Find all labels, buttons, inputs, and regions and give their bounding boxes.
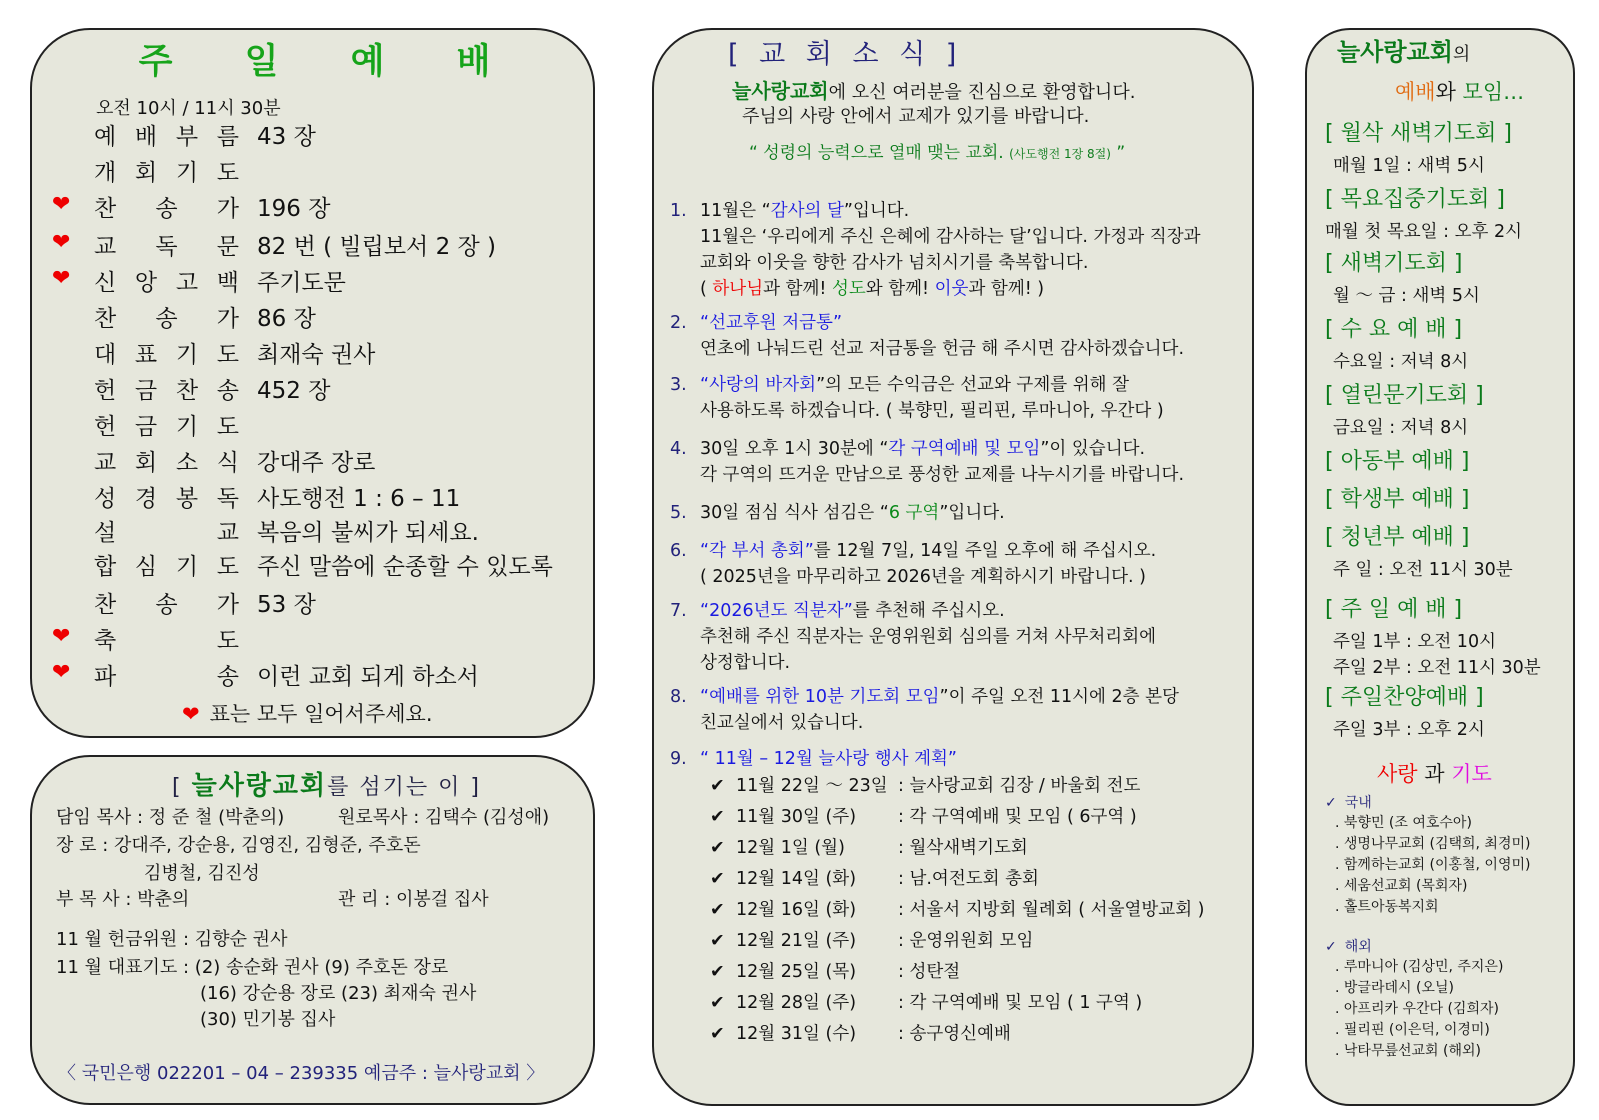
- event-desc: : 성탄절: [898, 962, 961, 982]
- event-item: [710, 927, 1033, 952]
- worship-order-panel: [30, 28, 595, 738]
- prayer-line-1: 11 월 대표기도 : (2) 송순화 권사 (9) 주호돈 장로: [56, 957, 449, 978]
- check-icon: ✔: [710, 807, 725, 827]
- worship-item-label: 설 교: [94, 520, 239, 546]
- worship-item-label: 성 경 봉 독: [94, 486, 239, 512]
- heart-icon: ❤: [52, 624, 71, 649]
- prayer-line-3: (30) 민기봉 집사: [200, 1009, 336, 1030]
- news-item-2: 2. “선교후원 저금통” 연초에 나눠드린 선교 저금통을 헌금 해 주시면 감사하겠습니다.: [670, 313, 1185, 359]
- event-date: 12월 25일 (목): [736, 962, 857, 982]
- event-desc: : 송구영신예배: [898, 1024, 1011, 1044]
- worship-item: [32, 118, 597, 150]
- worship-item-label: 신 앙 고 백: [94, 270, 239, 296]
- mission-item: . 방글라데시 (오닐): [1335, 980, 1454, 996]
- mission-item: . 아프리카 우간다 (김희자): [1335, 1001, 1499, 1017]
- worship-item-label: 찬 송 가: [94, 306, 239, 332]
- worship-item-label: 합 심 기 도: [94, 554, 239, 580]
- heart-icon: ❤: [52, 660, 71, 685]
- worship-item-value: 196 장: [257, 196, 331, 222]
- check-icon: ✔: [710, 900, 725, 920]
- check-icon: ✔: [710, 1024, 725, 1044]
- news-item-8: 8. “예배를 위한 10분 기도회 모임”이 주일 오전 11시에 2층 본당 친교실에서 있습니다.: [670, 687, 1179, 733]
- event-desc: : 늘사랑교회 김장 / 바울회 전도: [898, 776, 1141, 796]
- worship-item-label: 파 송: [94, 664, 239, 690]
- church-name: 늘사랑교회: [732, 79, 829, 103]
- event-date: 12월 21일 (주): [736, 931, 857, 951]
- event-date: 12월 31일 (수): [736, 1024, 857, 1044]
- associate-pastor: 부 목 사 : 박춘의: [56, 889, 190, 910]
- check-icon: ✔: [710, 869, 725, 889]
- check-icon: ✔: [710, 993, 725, 1013]
- worship-item-label: 축 도: [94, 628, 239, 654]
- service-heading: [ 월삭 새벽기도회 ]: [1325, 121, 1512, 146]
- manager: 관 리 : 이봉걸 집사: [338, 889, 489, 910]
- overseas-heading: ✓ 해외: [1325, 939, 1372, 955]
- news-item-1: 1. 11월은 “감사의 달”입니다. 11월은 ‘우리에게 주신 은혜에 감사하는 달’입니다. 가정과 직장과 교회와 이웃을 향한 감사가 넘치시기를 축복합니다. ( 하나님과 함께! 성도와 함께! 이웃과 함께! ): [670, 201, 1201, 299]
- worship-item-label: 교 회 소 식: [94, 450, 239, 476]
- event-date: 12월 16일 (화): [736, 900, 857, 920]
- worship-item-value: 82 번 ( 빌립보서 2 장 ): [257, 234, 497, 260]
- elders-line-2: 김병철, 김진성: [144, 863, 260, 884]
- event-desc: : 남.여전도회 총회: [898, 869, 1039, 889]
- welcome-line: 늘사랑교회에 오신 여러분을 진심으로 환영합니다.: [732, 79, 1136, 103]
- worship-time: 오전 10시 / 11시 30분: [96, 98, 281, 119]
- event-desc: : 각 구역예배 및 모임 ( 1 구역 ): [898, 993, 1143, 1013]
- services-panel: [1305, 28, 1575, 1106]
- news-item-4: 4. 30일 오후 1시 30분에 “각 구역예배 및 모임”이 있습니다. 각 구역의 뜨거운 만남으로 풍성한 교제를 나누시기를 바랍니다.: [670, 439, 1185, 485]
- worship-item-value: 최재숙 권사: [257, 342, 376, 368]
- news-item-9: 9. “ 11월 – 12월 늘사랑 행사 계획”: [670, 749, 957, 769]
- check-icon: ✓: [1325, 939, 1337, 955]
- news-item-5: 5. 30일 점심 식사 섬김은 “6 구역”입니다.: [670, 503, 1005, 523]
- worship-item-value: 주신 말씀에 순종할 수 있도록: [257, 554, 553, 580]
- worship-item-label: 헌 금 기 도: [94, 414, 239, 440]
- worship-item-value: 43 장: [257, 124, 316, 150]
- service-heading: [ 청년부 예배 ]: [1325, 525, 1470, 550]
- check-icon: ✔: [710, 962, 725, 982]
- standing-note: [182, 698, 433, 728]
- event-item: [710, 958, 960, 983]
- worship-item-label: 개 회 기 도: [94, 160, 239, 186]
- service-time: 매월 첫 목요일 : 오후 2시: [1325, 222, 1522, 242]
- news-item-6: 6. “각 부서 총회”를 12월 7일, 14일 주일 오후에 해 주십시오. ( 2025년을 마무리하고 2026년을 계획하시기 바랍니다. ): [670, 541, 1157, 587]
- check-icon: ✓: [1325, 795, 1337, 811]
- worship-item-label: 예 배 부 름: [94, 124, 239, 150]
- side-subtitle: 예배와 모임…: [1395, 80, 1525, 104]
- event-date: 11월 22일 ～ 23일: [736, 776, 888, 796]
- worship-item: [32, 154, 597, 186]
- staff-title: [ 늘사랑교회를 섬기는 이 ]: [172, 771, 481, 801]
- worship-item-value: 이런 교회 되게 하소서: [257, 664, 479, 690]
- worship-item-label: 찬 송 가: [94, 196, 239, 222]
- service-time: 주일 1부 : 오전 10시: [1333, 632, 1496, 652]
- worship-item: [32, 408, 597, 440]
- worship-item-label: 찬 송 가: [94, 592, 239, 618]
- worship-item: [32, 372, 597, 404]
- event-desc: : 운영위원회 모임: [898, 931, 1034, 951]
- worship-item-label: 헌 금 찬 송: [94, 378, 239, 404]
- service-heading: [ 주 일 예 배 ]: [1325, 597, 1463, 622]
- event-date: 12월 14일 (화): [736, 869, 857, 889]
- worship-item: [32, 190, 597, 222]
- service-time: 주 일 : 오전 11시 30분: [1333, 560, 1513, 580]
- mission-item: . 생명나무교회 (김택희, 최경미): [1335, 836, 1531, 852]
- service-heading: [ 학생부 예배 ]: [1325, 487, 1470, 512]
- worship-item-value: 86 장: [257, 306, 316, 332]
- wish-line: 주님의 사랑 안에서 교제가 있기를 바랍니다.: [742, 106, 1090, 127]
- bank-account: 〈 국민은행 022201 – 04 – 239335 예금주 : 늘사랑교회 〉: [58, 1063, 545, 1084]
- event-item: [710, 1020, 1011, 1045]
- service-heading: [ 목요집중기도회 ]: [1325, 187, 1505, 212]
- worship-item-label: 대 표 기 도: [94, 342, 239, 368]
- mission-item: . 필리핀 (이은덕, 이경미): [1335, 1022, 1490, 1038]
- event-item: [710, 772, 1140, 797]
- worship-title: 주 일 예 배: [138, 42, 521, 82]
- check-icon: ✔: [710, 776, 725, 796]
- event-item: [710, 803, 1137, 828]
- worship-item: [32, 622, 597, 654]
- love-and-prayer-title: 사랑 과 기도: [1377, 762, 1492, 786]
- worship-item: [32, 586, 597, 618]
- worship-item-value: 452 장: [257, 378, 331, 404]
- worship-item-value: 53 장: [257, 592, 316, 618]
- mission-item: . 루마니아 (김상민, 주지은): [1335, 959, 1504, 975]
- senior-pastor: 담임 목사 : 정 준 철 (박춘의): [56, 807, 285, 828]
- check-icon: ✔: [710, 838, 725, 858]
- event-date: 11월 30일 (주): [736, 807, 857, 827]
- worship-item: [32, 514, 597, 546]
- event-date: 12월 28일 (주): [736, 993, 857, 1013]
- worship-item-value: 주기도문: [257, 270, 346, 296]
- service-heading: [ 수 요 예 배 ]: [1325, 317, 1463, 342]
- church-news-panel: [652, 28, 1254, 1106]
- emeritus-pastor: 원로목사 : 김택수 (김성애): [338, 807, 550, 828]
- check-icon: ✔: [710, 931, 725, 951]
- service-heading: [ 주일찬양예배 ]: [1325, 685, 1484, 710]
- mission-item: . 세움선교회 (목회자): [1335, 878, 1468, 894]
- worship-item-value: 사도행전 1 : 6 – 11: [257, 486, 461, 512]
- event-item: [710, 989, 1142, 1014]
- service-heading: [ 아동부 예배 ]: [1325, 449, 1470, 474]
- worship-item: [32, 300, 597, 332]
- worship-item-value: 복음의 불씨가 되세요.: [257, 520, 479, 546]
- standing-note-text: 표는 모두 일어서주세요.: [209, 702, 433, 726]
- worship-item-value: 강대주 장로: [257, 450, 376, 476]
- elders-line-1: 장 로 : 강대주, 강순용, 김영진, 김형준, 주호돈: [56, 835, 421, 856]
- service-heading: [ 새벽기도회 ]: [1325, 251, 1463, 276]
- event-desc: : 서울서 지방회 월례회 ( 서울열방교회 ): [898, 900, 1205, 920]
- motto: “ 성령의 능력으로 열매 맺는 교회. (사도행전 1장 8절) ”: [749, 143, 1126, 163]
- news-heading: [ 교 회 소 식 ]: [728, 39, 963, 70]
- event-desc: : 월삭새벽기도회: [898, 838, 1028, 858]
- service-time: 매월 1일 : 새벽 5시: [1333, 156, 1485, 176]
- heart-icon: ❤: [52, 192, 71, 217]
- church-name: 늘사랑교회: [1337, 38, 1453, 66]
- domestic-heading: ✓ 국내: [1325, 795, 1372, 811]
- service-time: 주일 3부 : 오후 2시: [1333, 720, 1485, 740]
- worship-item: [32, 480, 597, 512]
- worship-item: [32, 264, 597, 296]
- mission-item: . 북향민 (조 여호수아): [1335, 815, 1472, 831]
- mission-item: . 홀트아동복지회: [1335, 899, 1439, 915]
- worship-item: [32, 658, 597, 690]
- worship-item: [32, 444, 597, 476]
- event-item: [710, 896, 1205, 921]
- service-time: 월 ～ 금 : 새벽 5시: [1333, 286, 1480, 306]
- service-time: 주일 2부 : 오전 11시 30분: [1333, 658, 1541, 678]
- church-name: 늘사랑교회: [191, 771, 328, 801]
- service-time: 금요일 : 저녁 8시: [1333, 418, 1469, 438]
- prayer-line-2: (16) 강순용 장로 (23) 최재숙 권사: [200, 983, 477, 1004]
- heart-icon: ❤: [182, 702, 200, 726]
- side-title: 늘사랑교회의: [1337, 38, 1471, 66]
- worship-item: [32, 228, 597, 260]
- worship-item-label: 교 독 문: [94, 234, 239, 260]
- staff-panel: [30, 755, 595, 1105]
- heart-icon: ❤: [52, 266, 71, 291]
- service-heading: [ 열린문기도회 ]: [1325, 383, 1484, 408]
- worship-item: [32, 548, 597, 580]
- event-item: [710, 865, 1039, 890]
- offering-committee: 11 월 헌금위원 : 김향순 권사: [56, 929, 288, 950]
- news-item-7: 7. “2026년도 직분자”를 추천해 주십시오. 추천해 주신 직분자는 운영위원회 심의를 거쳐 사무처리회에 상정합니다.: [670, 601, 1156, 673]
- heart-icon: ❤: [52, 230, 71, 255]
- worship-item: [32, 336, 597, 368]
- mission-item: . 낙타무릎선교회 (해외): [1335, 1043, 1481, 1059]
- event-desc: : 각 구역예배 및 모임 ( 6구역 ): [898, 807, 1137, 827]
- mission-item: . 함께하는교회 (이홍철, 이영미): [1335, 857, 1531, 873]
- news-item-3: 3. “사랑의 바자회”의 모든 수익금은 선교와 구제를 위해 잘 사용하도록 하겠습니다. ( 북향민, 필리핀, 루마니아, 우간다 ): [670, 375, 1164, 421]
- event-date: 12월 1일 (월): [736, 838, 845, 858]
- service-time: 수요일 : 저녁 8시: [1333, 352, 1469, 372]
- event-item: [710, 834, 1028, 859]
